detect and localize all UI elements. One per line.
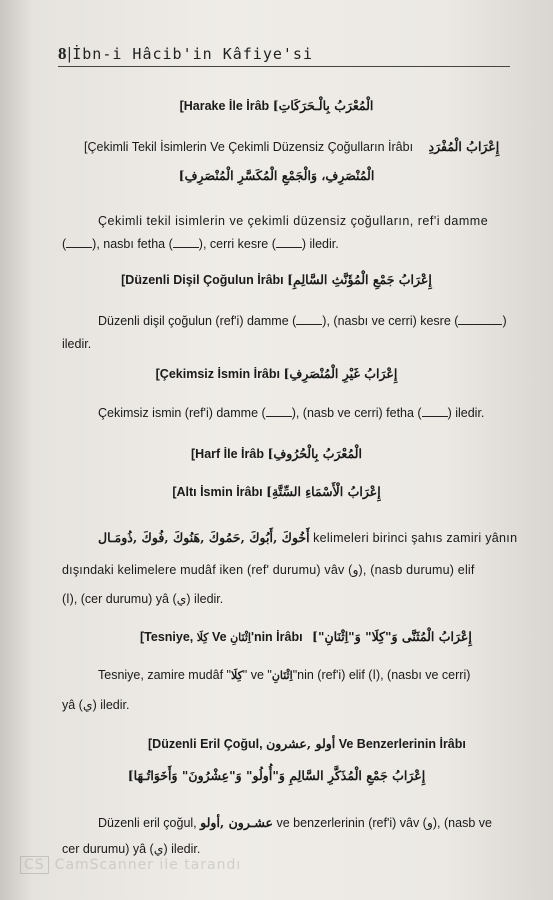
section-heading-eril: [Düzenli Eril Çoğul, أولو ,عشرون Ve Benzerlerinin İrâbı [148, 736, 466, 751]
paragraph-alti-isim-1: أَخُوكَ ,أَبُوكَ ,حَمُوكَ ,هَنُوكَ ,فُوكَ ,ذُومَـال kelimeleri birinci şahıs zamiri yânın [98, 530, 518, 545]
paragraph-eril-1: Düzenli eril çoğul, عشـرون ,أولو ve benzerlerinin (ref'i) vâv (و), (nasb ve [98, 815, 492, 830]
paragraph-tesniye-2: yâ (ي) iledir. [62, 698, 130, 712]
paragraph-tesniye-1: Tesniye, zamire mudâf "كِلَا" ve "اِثْنَانِ"nin (ref'i) elif (ا), (nasbı ve cerri) [98, 668, 471, 682]
section-heading-cekimsiz: [Çekimsiz İsmin İrâbı إِعْرَابُ غَيْرِ الْمُنْصَرِفِ] [155, 366, 398, 381]
fetha-blank [173, 241, 199, 248]
section-heading-alti-isim: [Altı İsmin İrâbı إِعْرَابُ الْأَسْمَاءِ السِّتَّةِ] [172, 484, 381, 499]
paragraph-cekimsiz: Çekimsiz ismin (ref'i) damme ( ), (nasb ve cerri) fetha ( ) iledir. [98, 406, 485, 420]
paragraph-alti-isim-3: (ا), (cer durumu) yâ (ي) iledir. [62, 592, 224, 606]
section-heading-eril-arabic: إِعْرَابُ جَمْعِ الْمُذَكَّرِ السَّالِمِ وَ"أُولُو" وَ"عِشْرُونَ" وَأَخَوَاتُـهَا] [127, 768, 426, 783]
running-title: İbn-i Hâcib'in Kâfiye'si [72, 45, 313, 63]
paragraph-cekimli-1: Çekimli tekil isimlerin ve çekimli düzensiz çoğulların, ref'i damme [98, 214, 489, 228]
section-heading-disil: [Düzenli Dişil Çoğulun İrâbı إِعْرَابُ جَمْعِ الْمُؤَنَّثِ السَّالِمِ] [121, 272, 432, 287]
section-heading-tesniye: [Tesniye, كِلَا Ve اِثْنَانِ'nin İrâbı إِعْرَابُ الْمُثَنَّى وَ"كِلَا" وَ"اِثْنَانِ"] [140, 629, 472, 644]
paragraph-disil-1: Düzenli dişil çoğulun (ref'i) damme ( ), (nasbı ve cerri) kesre ( ) [98, 314, 507, 328]
paragraph-disil-2: iledir. [62, 337, 92, 351]
paragraph-alti-isim-2: dışındaki kelimelere mudâf iken (ref' durumu) vâv (و), (nasb durumu) elif [62, 563, 475, 577]
section-heading-cekimli: [Çekimli Tekil İsimlerin Ve Çekimli Düzensiz Çoğulların İrâbı إِعْرَابُ الْمُفْرَدِ [84, 139, 500, 154]
scanner-watermark: CS CamScanner ile tarandı [20, 856, 241, 874]
paragraph-cekimli-2: ( ), nasbı fetha ( ), cerri kesre ( ) iledir. [62, 237, 339, 251]
header-rule [58, 66, 510, 67]
damme-blank [66, 241, 92, 248]
kesre-blank [276, 241, 302, 248]
page-number: 8 [58, 44, 68, 63]
running-header: 8|İbn-i Hâcib'in Kâfiye'si [58, 44, 313, 63]
section-heading-harake: [Harake İle İrâb الْمُعْرَبُ بِالْـحَرَكَاتِ] [179, 98, 374, 113]
section-heading-harf: [Harf İle İrâb الْمُعْرَبُ بِالْحُرُوفِ] [191, 446, 362, 461]
section-heading-cekimli-arabic: الْمُنْصَرِفِ، وَالْجَمْعِ الْمُكَسَّرِ الْمُنْصَرِفِ] [178, 168, 375, 183]
paragraph-eril-2: cer durumu) yâ (ي) iledir. [62, 842, 201, 856]
